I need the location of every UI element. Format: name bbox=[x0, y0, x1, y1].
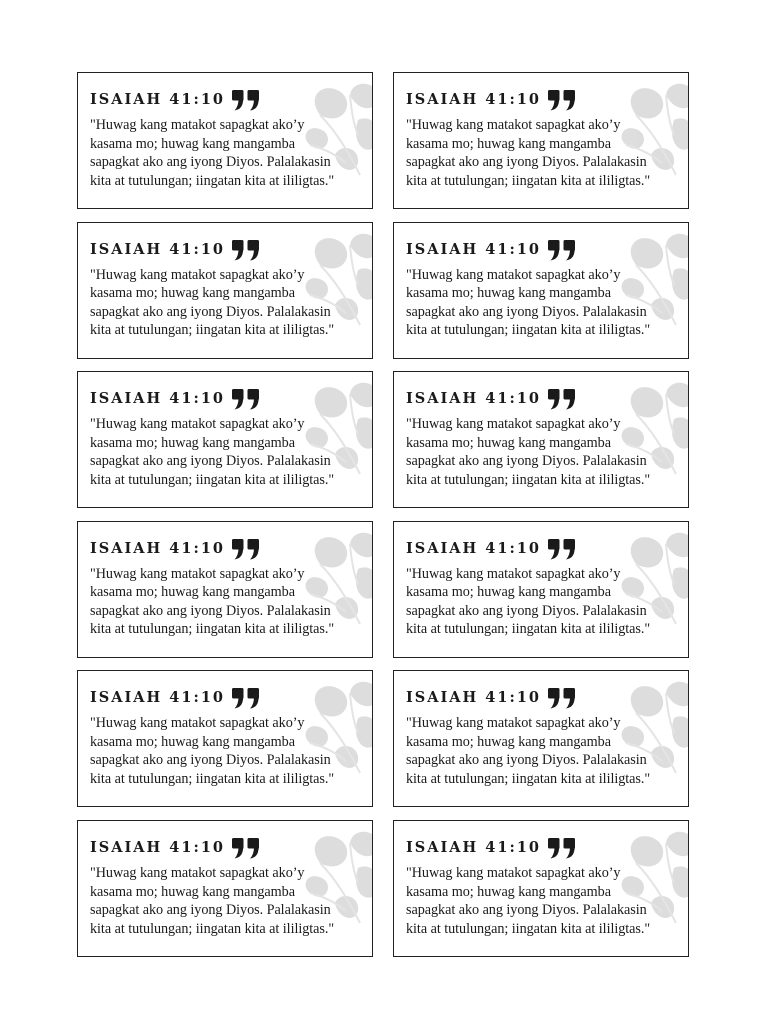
verse-text bbox=[90, 415, 370, 489]
quote-icon bbox=[231, 837, 261, 859]
verse-reference: ISAIAH 41:10 bbox=[90, 689, 225, 707]
verse-text bbox=[406, 266, 686, 340]
verse-card bbox=[393, 521, 689, 658]
verse-text bbox=[406, 565, 686, 639]
verse-line: "Huwag kang matakot sapagkat ako’y bbox=[406, 565, 621, 582]
verse-text bbox=[406, 714, 686, 788]
quote-icon bbox=[231, 388, 261, 410]
verse-reference: ISAIAH 41:10 bbox=[406, 839, 541, 856]
quote-icon bbox=[547, 89, 577, 111]
verse-line: kita at tutulungan; iingatan kita at ililigtas." bbox=[90, 770, 335, 787]
verse-line: "Huwag kang matakot sapagkat ako’y bbox=[90, 266, 305, 283]
verse-line: kasama mo; huwag kang mangamba bbox=[90, 434, 295, 451]
quote-icon bbox=[547, 239, 577, 261]
verse-line: sapagkat ako ang iyong Diyos. Palalakasin bbox=[406, 303, 647, 320]
verse-reference: ISAIAH 41:10 bbox=[90, 839, 225, 856]
verse-line: kasama mo; huwag kang mangamba bbox=[406, 135, 611, 152]
card-header bbox=[90, 837, 261, 859]
verse-line: "Huwag kang matakot sapagkat ako’y bbox=[406, 266, 621, 283]
verse-text bbox=[90, 116, 370, 190]
verse-reference: ISAIAH 41:10 bbox=[406, 390, 541, 408]
quote-icon bbox=[547, 837, 577, 859]
verse-line: sapagkat ako ang iyong Diyos. Palalakasin bbox=[406, 154, 647, 170]
quote-icon bbox=[547, 538, 577, 560]
verse-reference: ISAIAH 41:10 bbox=[406, 539, 541, 557]
verse-line: kita at tutulungan; iingatan kita at ililigtas." bbox=[90, 471, 335, 488]
verse-line: kasama mo; huwag kang mangamba bbox=[406, 733, 611, 750]
verse-line: "Huwag kang matakot sapagkat ako’y bbox=[90, 865, 305, 881]
verse-line: "Huwag kang matakot sapagkat ako’y bbox=[90, 715, 305, 732]
verse-line: sapagkat ako ang iyong Diyos. Palalakasin bbox=[90, 602, 331, 619]
verse-line: kasama mo; huwag kang mangamba bbox=[90, 135, 295, 152]
quote-icon bbox=[231, 538, 261, 560]
verse-line: kasama mo; huwag kang mangamba bbox=[90, 883, 295, 900]
verse-line: sapagkat ako ang iyong Diyos. Palalakasin bbox=[90, 453, 331, 470]
verse-line: kita at tutulungan; iingatan kita at ililigtas." bbox=[90, 172, 335, 189]
verse-line: sapagkat ako ang iyong Diyos. Palalakasin bbox=[406, 902, 647, 918]
verse-reference: ISAIAH 41:10 bbox=[90, 91, 225, 108]
card-header bbox=[90, 89, 261, 111]
verse-card bbox=[393, 72, 689, 209]
verse-reference: ISAIAH 41:10 bbox=[90, 240, 225, 258]
verse-line: sapagkat ako ang iyong Diyos. Palalakasin bbox=[406, 602, 647, 619]
verse-text bbox=[90, 565, 370, 639]
verse-card bbox=[77, 820, 373, 957]
verse-line: "Huwag kang matakot sapagkat ako’y bbox=[90, 565, 305, 582]
verse-line: kita at tutulungan; iingatan kita at ililigtas." bbox=[406, 770, 651, 787]
verse-line: "Huwag kang matakot sapagkat ako’y bbox=[406, 117, 621, 133]
verse-text bbox=[90, 864, 370, 938]
verse-reference: ISAIAH 41:10 bbox=[90, 390, 225, 408]
quote-icon bbox=[231, 89, 261, 111]
verse-card bbox=[393, 222, 689, 359]
verse-line: kasama mo; huwag kang mangamba bbox=[406, 883, 611, 900]
verse-line: "Huwag kang matakot sapagkat ako’y bbox=[406, 865, 621, 881]
verse-line: sapagkat ako ang iyong Diyos. Palalakasin bbox=[90, 154, 331, 170]
verse-card bbox=[77, 72, 373, 209]
verse-line: "Huwag kang matakot sapagkat ako’y bbox=[406, 715, 621, 732]
verse-card bbox=[77, 521, 373, 658]
card-header bbox=[90, 687, 261, 709]
verse-line: kita at tutulungan; iingatan kita at ililigtas." bbox=[90, 920, 335, 937]
quote-icon bbox=[231, 687, 261, 709]
verse-line: sapagkat ako ang iyong Diyos. Palalakasin bbox=[406, 453, 647, 470]
quote-icon bbox=[231, 239, 261, 261]
verse-line: kita at tutulungan; iingatan kita at ililigtas." bbox=[406, 322, 651, 339]
card-header bbox=[406, 89, 577, 111]
verse-line: "Huwag kang matakot sapagkat ako’y bbox=[90, 117, 305, 133]
verse-card bbox=[77, 222, 373, 359]
verse-line: kita at tutulungan; iingatan kita at ililigtas." bbox=[406, 621, 651, 638]
verse-reference: ISAIAH 41:10 bbox=[406, 240, 541, 258]
verse-line: "Huwag kang matakot sapagkat ako’y bbox=[90, 416, 305, 433]
verse-card bbox=[393, 670, 689, 807]
verse-line: sapagkat ako ang iyong Diyos. Palalakasin bbox=[90, 752, 331, 769]
verse-line: kita at tutulungan; iingatan kita at ililigtas." bbox=[90, 621, 335, 638]
verse-text bbox=[406, 116, 686, 190]
quote-icon bbox=[547, 687, 577, 709]
verse-line: kita at tutulungan; iingatan kita at ililigtas." bbox=[406, 172, 651, 189]
verse-line: kasama mo; huwag kang mangamba bbox=[90, 584, 295, 601]
card-header bbox=[406, 239, 577, 261]
verse-line: kasama mo; huwag kang mangamba bbox=[90, 733, 295, 750]
verse-line: kasama mo; huwag kang mangamba bbox=[406, 584, 611, 601]
verse-text bbox=[90, 266, 370, 340]
verse-reference: ISAIAH 41:10 bbox=[90, 539, 225, 557]
verse-text bbox=[406, 415, 686, 489]
verse-line: kita at tutulungan; iingatan kita at ililigtas." bbox=[406, 920, 651, 937]
verse-line: kita at tutulungan; iingatan kita at ililigtas." bbox=[406, 471, 651, 488]
verse-card bbox=[77, 371, 373, 508]
verse-reference: ISAIAH 41:10 bbox=[406, 91, 541, 108]
verse-text bbox=[406, 864, 686, 938]
verse-card bbox=[393, 371, 689, 508]
card-header bbox=[90, 538, 261, 560]
quote-icon bbox=[547, 388, 577, 410]
card-header bbox=[406, 687, 577, 709]
verse-text bbox=[90, 714, 370, 788]
verse-line: kasama mo; huwag kang mangamba bbox=[406, 285, 611, 302]
verse-line: sapagkat ako ang iyong Diyos. Palalakasin bbox=[406, 752, 647, 769]
verse-line: kasama mo; huwag kang mangamba bbox=[90, 285, 295, 302]
verse-line: "Huwag kang matakot sapagkat ako’y bbox=[406, 416, 621, 433]
verse-line: kita at tutulungan; iingatan kita at ililigtas." bbox=[90, 322, 335, 339]
card-header bbox=[406, 388, 577, 410]
card-header bbox=[406, 538, 577, 560]
card-header bbox=[90, 239, 261, 261]
verse-line: kasama mo; huwag kang mangamba bbox=[406, 434, 611, 451]
verse-reference: ISAIAH 41:10 bbox=[406, 689, 541, 707]
card-header bbox=[406, 837, 577, 859]
verse-line: sapagkat ako ang iyong Diyos. Palalakasin bbox=[90, 303, 331, 320]
verse-line: sapagkat ako ang iyong Diyos. Palalakasin bbox=[90, 902, 331, 918]
verse-card bbox=[77, 670, 373, 807]
card-header bbox=[90, 388, 261, 410]
verse-card bbox=[393, 820, 689, 957]
